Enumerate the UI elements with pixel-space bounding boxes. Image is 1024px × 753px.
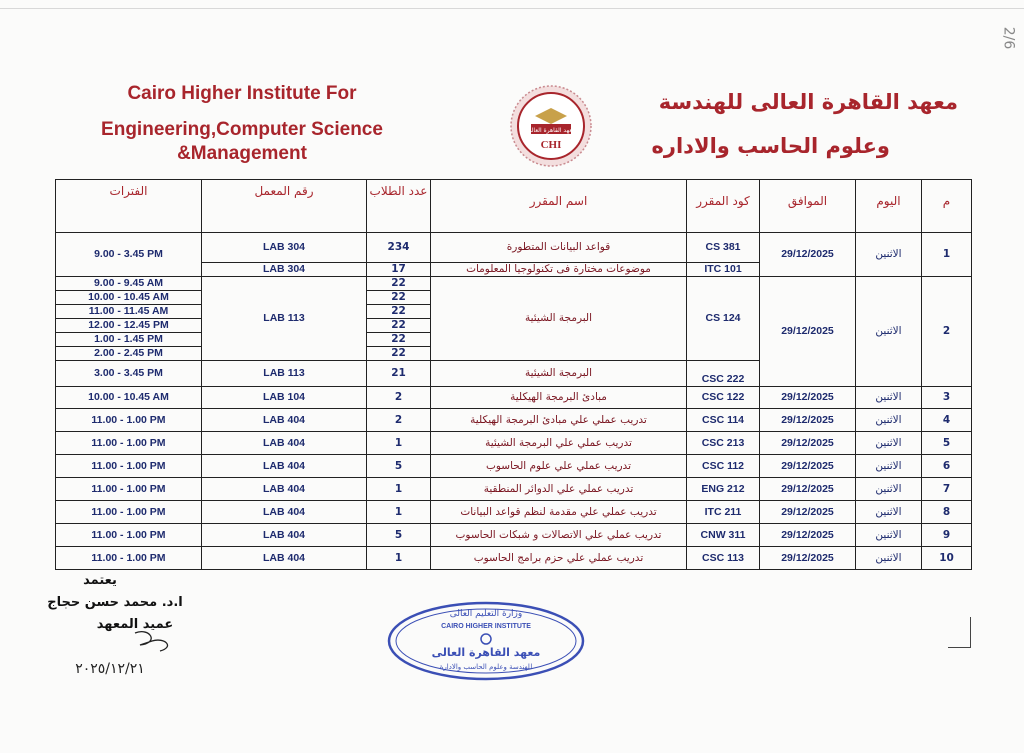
course-cell: تدريب عملي علي مبادئ البرمجة الهيكلية [431,409,687,432]
table-row [56,455,972,478]
header-arabic [650,80,970,168]
count-cell: 2 [367,409,431,432]
code-cell: ENG 212 [687,478,760,501]
stamp-line1: وزارة التعليم العالى [449,609,523,619]
day-cell: الاثنين [856,501,922,524]
lab-cell: LAB 113 [202,277,367,361]
header-date: الموافق [760,180,856,233]
course-cell: البرمجة الشيئية [431,277,687,361]
header-en-line1: Cairo Higher Institute For [127,83,357,104]
period-cell: 10.00 - 10.45 AM [56,387,202,409]
lab-cell: LAB 404 [202,524,367,547]
count-cell: 22 [367,333,431,347]
day-cell: الاثنين [856,455,922,478]
period-cell: 12.00 - 12.45 PM [56,319,202,333]
day-cell: الاثنين [856,432,922,455]
num-cell: 4 [922,409,972,432]
lab-cell: LAB 304 [202,263,367,277]
period-cell: 11.00 - 1.00 PM [56,455,202,478]
lab-cell: LAB 404 [202,478,367,501]
count-cell: 22 [367,319,431,333]
course-cell: البرمجة الشيئية [431,361,687,387]
count-cell: 22 [367,305,431,319]
logo-text: معهد القاهرة العالي [526,127,576,134]
code-cell: CS 124 [687,277,760,361]
num-cell: 10 [922,547,972,570]
signature-approve: يعتمد [83,573,117,588]
table-row [56,233,972,263]
date-cell: 29/12/2025 [760,432,856,455]
stamp-line4: للهندسة وعلوم الحاسب والادارة [439,663,533,671]
date-cell: 29/12/2025 [760,455,856,478]
institute-stamp [386,600,586,682]
header-en-line3: &Management [177,143,307,164]
count-cell: 5 [367,524,431,547]
header-lab: رقم المعمل [202,180,367,233]
header-ar-line1: معهد القاهرة العالى للهندسة [658,90,958,114]
lab-cell: LAB 113 [202,361,367,387]
period-cell: 11.00 - 1.00 PM [56,478,202,501]
header-count: عدد الطلاب [367,180,431,233]
course-cell: تدريب عملي علي حزم برامج الحاسوب [431,547,687,570]
period-cell: 11.00 - 1.00 PM [56,409,202,432]
header-num: م [922,180,972,233]
period-cell: 9.00 - 9.45 AM [56,277,202,291]
day-cell: الاثنين [856,409,922,432]
count-cell: 21 [367,361,431,387]
date-cell: 29/12/2025 [760,387,856,409]
code-cell: ITC 211 [687,501,760,524]
course-cell: تدريب عملي علي مقدمة لنظم قواعد البيانات [431,501,687,524]
course-cell: موضوعات مختارة فى تكنولوجيا المعلومات [431,263,687,277]
header-course: اسم المقرر [431,180,687,233]
handwritten-date: ٢٠٢٥/١٢/٢١ [75,661,145,677]
count-cell: 17 [367,263,431,277]
day-cell: الاثنين [856,277,922,387]
signature-title: عميد المعهد [96,617,174,632]
corner-mark [948,617,971,648]
course-cell: تدريب عملي علي علوم الحاسوب [431,455,687,478]
table-header-row [56,180,972,233]
day-cell: الاثنين [856,233,922,277]
count-cell: 1 [367,501,431,524]
date-cell: 29/12/2025 [760,233,856,277]
period-cell: 3.00 - 3.45 PM [56,361,202,387]
signature-name: ا.د. محمد حسن حجاج [47,595,183,610]
num-cell: 7 [922,478,972,501]
stamp-emblem-icon [481,634,491,644]
institute-logo [509,84,593,168]
code-cell: CSC 222 [687,361,760,387]
handwritten-signature [40,625,180,685]
date-cell: 29/12/2025 [760,501,856,524]
table-row [56,524,972,547]
lab-cell: LAB 404 [202,455,367,478]
table-row [56,277,972,291]
lab-cell: LAB 404 [202,501,367,524]
table-row [56,501,972,524]
table-row [56,432,972,455]
stamp-line2: CAIRO HIGHER INSTITUTE [441,623,531,630]
lab-cell: LAB 404 [202,432,367,455]
count-cell: 1 [367,432,431,455]
table-row [56,478,972,501]
header-period: الفترات [56,180,202,233]
period-cell: 11.00 - 11.45 AM [56,305,202,319]
course-cell: قواعد البيانات المتطورة [431,233,687,263]
date-cell: 29/12/2025 [760,277,856,387]
date-cell: 29/12/2025 [760,524,856,547]
lab-cell: LAB 104 [202,387,367,409]
num-cell: 3 [922,387,972,409]
count-cell: 1 [367,547,431,570]
lab-cell: LAB 404 [202,547,367,570]
course-cell: تدريب عملي علي البرمجة الشيئية [431,432,687,455]
header-code: كود المقرر [687,180,760,233]
num-cell: 5 [922,432,972,455]
logo-abbr: CHI [540,139,562,151]
code-cell: CSC 122 [687,387,760,409]
stamp-line3: معهد القاهرة العالى [431,646,541,659]
count-cell: 234 [367,233,431,263]
header-ar-line2: وعلوم الحاسب والاداره [651,134,890,158]
num-cell: 8 [922,501,972,524]
code-cell: CNW 311 [687,524,760,547]
count-cell: 22 [367,291,431,305]
table-row [56,547,972,570]
day-cell: الاثنين [856,387,922,409]
code-cell: CSC 114 [687,409,760,432]
course-cell: مبادئ البرمجة الهيكلية [431,387,687,409]
code-cell: CSC 113 [687,547,760,570]
period-cell: 10.00 - 10.45 AM [56,291,202,305]
count-cell: 2 [367,387,431,409]
table-row [56,387,972,409]
header-en-line2: Engineering,Computer Science [101,119,383,140]
date-cell: 29/12/2025 [760,409,856,432]
num-cell: 1 [922,233,972,277]
num-cell: 2 [922,277,972,387]
code-cell: ITC 101 [687,263,760,277]
code-cell: CSC 112 [687,455,760,478]
day-cell: الاثنين [856,478,922,501]
top-scan-line [0,8,1024,9]
date-cell: 29/12/2025 [760,478,856,501]
table-row [56,409,972,432]
page-number: 2/6 [1000,26,1017,50]
period-cell: 9.00 - 3.45 PM [56,233,202,277]
count-cell: 22 [367,347,431,361]
count-cell: 22 [367,277,431,291]
period-cell: 1.00 - 1.45 PM [56,333,202,347]
period-cell: 11.00 - 1.00 PM [56,547,202,570]
period-cell: 11.00 - 1.00 PM [56,524,202,547]
count-cell: 1 [367,478,431,501]
day-cell: الاثنين [856,524,922,547]
lab-cell: LAB 404 [202,409,367,432]
lab-cell: LAB 304 [202,233,367,263]
num-cell: 9 [922,524,972,547]
num-cell: 6 [922,455,972,478]
header-english [92,78,392,170]
header-day: اليوم [856,180,922,233]
course-cell: تدريب عملي علي الدوائر المنطقية [431,478,687,501]
day-cell: الاثنين [856,547,922,570]
period-cell: 11.00 - 1.00 PM [56,501,202,524]
period-cell: 11.00 - 1.00 PM [56,432,202,455]
count-cell: 5 [367,455,431,478]
period-cell: 2.00 - 2.45 PM [56,347,202,361]
exam-schedule-table [55,179,972,570]
course-cell: تدريب عملي علي الاتصالات و شبكات الحاسوب [431,524,687,547]
date-cell: 29/12/2025 [760,547,856,570]
code-cell: CSC 213 [687,432,760,455]
code-cell: CS 381 [687,233,760,263]
